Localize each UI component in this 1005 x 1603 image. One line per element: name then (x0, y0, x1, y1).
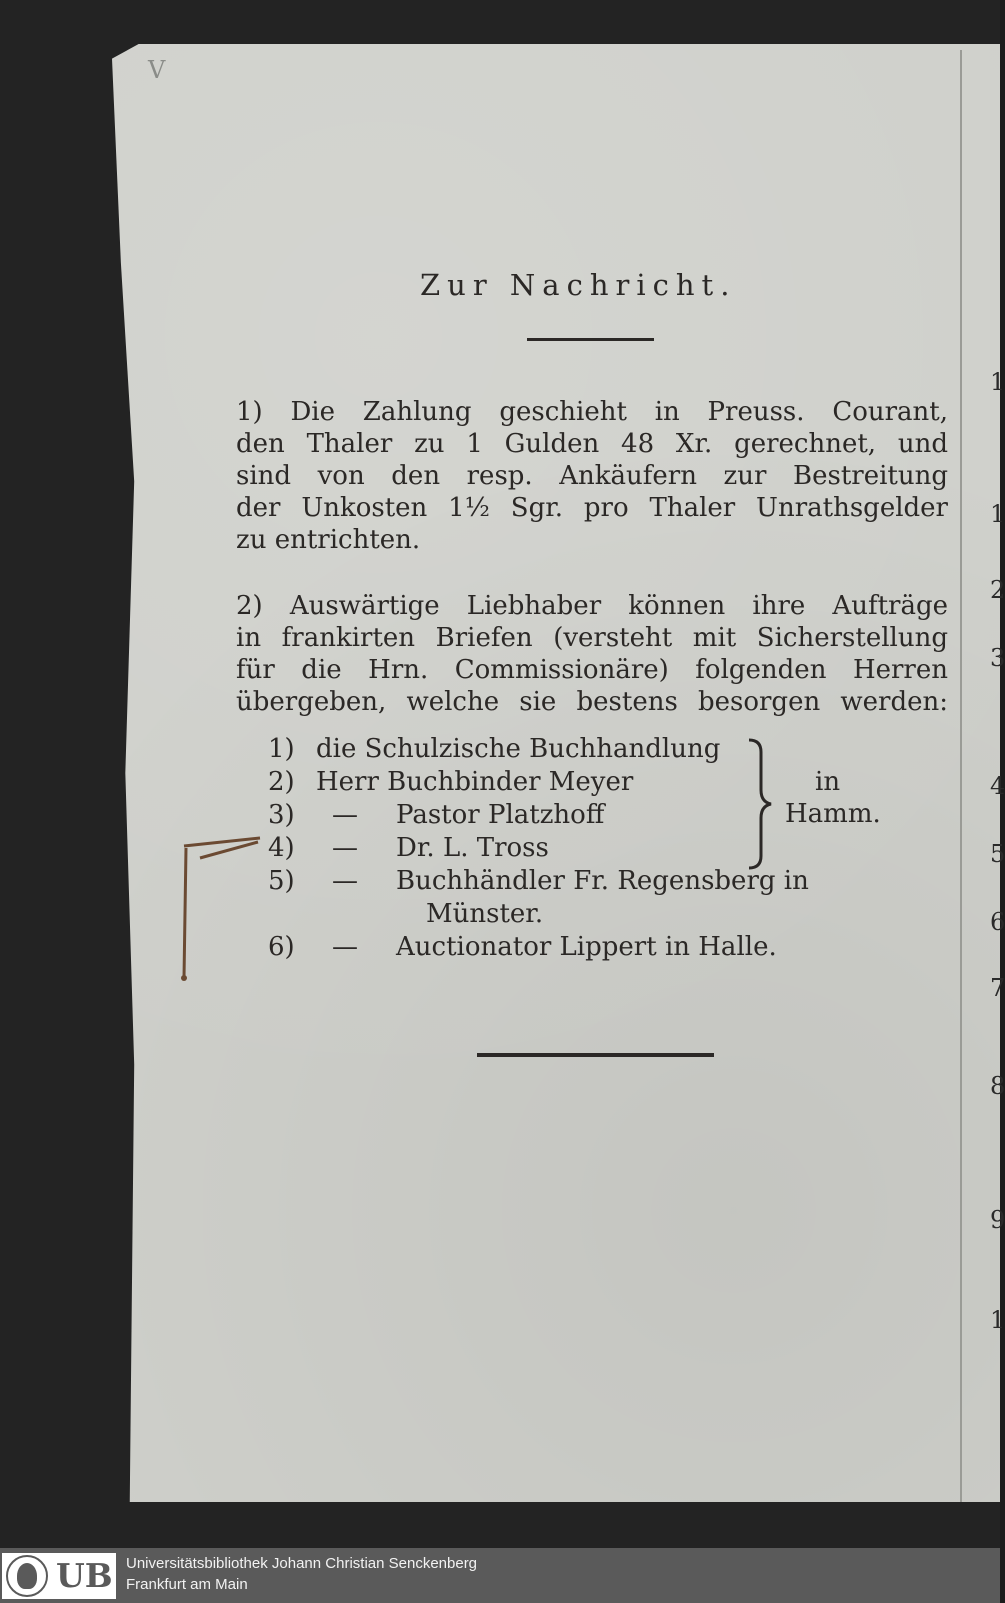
library-logo-text: UB (56, 1556, 113, 1595)
item-number: 4) (268, 833, 295, 863)
brace-icon (745, 738, 775, 870)
edge-number: 1 (990, 500, 1005, 528)
item-text: Herr Buchbinder Meyer (316, 767, 634, 797)
item-text: Pastor Platzhoff (396, 800, 605, 830)
page-title: Zur Nachricht. (420, 268, 737, 302)
text-line: in frankirten Briefen (versteht mit Sicherstellung (236, 623, 948, 653)
edge-number: 5 (990, 840, 1005, 868)
closing-divider (477, 1053, 714, 1057)
item-text: Buchhändler Fr. Regensberg in (396, 866, 809, 896)
text-line: 1) Die Zahlung geschieht in Preuss. Courant, (236, 397, 948, 427)
edge-number: 4 (990, 772, 1005, 800)
item-number: 3) (268, 800, 295, 830)
text-line: sind von den resp. Ankäufern zur Bestreitung (236, 461, 948, 491)
text-line: für die Hrn. Commissionäre) folgenden Herren (236, 655, 948, 685)
item-number: 5) (268, 866, 295, 896)
item-text: Münster. (426, 899, 544, 929)
edge-number: 1 (990, 368, 1005, 396)
edge-number: 7 (990, 974, 1005, 1002)
text-line: zu entrichten. (236, 525, 421, 555)
item-dash: — (332, 932, 358, 962)
edge-number: 6 (990, 908, 1005, 936)
edge-number: 8 (990, 1072, 1005, 1100)
ink-annotation-mark (180, 838, 280, 988)
edge-number: 1 (990, 1306, 1005, 1334)
page-fold-line (960, 50, 962, 1502)
item-dash: — (332, 800, 358, 830)
brace-label-place: Hamm. (785, 799, 881, 829)
item-text: Dr. L. Tross (396, 833, 549, 863)
text-line: den Thaler zu 1 Gulden 48 Xr. gerechnet, und (236, 429, 948, 459)
paragraph-commissions (236, 590, 948, 718)
footer-city: Frankfurt am Main (126, 1576, 248, 1593)
item-number: 2) (268, 767, 295, 797)
right-edge-numbers (990, 0, 1005, 1548)
title-divider (527, 338, 654, 341)
edge-number: 9 (990, 1206, 1005, 1234)
item-dash: — (332, 833, 358, 863)
item-dash: — (332, 866, 358, 896)
paragraph-payment (236, 396, 948, 556)
text-line: 2) Auswärtige Liebhaber können ihre Aufträge (236, 591, 948, 621)
edge-number: 3 (990, 644, 1005, 672)
portrait-head-icon (17, 1563, 37, 1589)
item-text: Auctionator Lippert in Halle. (396, 932, 777, 962)
brace-label-in: in (815, 767, 841, 797)
item-text: die Schulzische Buchhandlung (316, 734, 721, 764)
footer-institution: Universitätsbibliothek Johann Christian Senckenberg (126, 1555, 478, 1572)
edge-number: 2 (990, 576, 1005, 604)
pencil-corner-mark: V (148, 56, 166, 84)
item-number: 1) (268, 734, 295, 764)
item-number: 6) (268, 932, 295, 962)
text-line: der Unkosten 1½ Sgr. pro Thaler Unrathsgelder (236, 493, 948, 523)
text-line: übergeben, welche sie bestens besorgen werden: (236, 687, 948, 717)
